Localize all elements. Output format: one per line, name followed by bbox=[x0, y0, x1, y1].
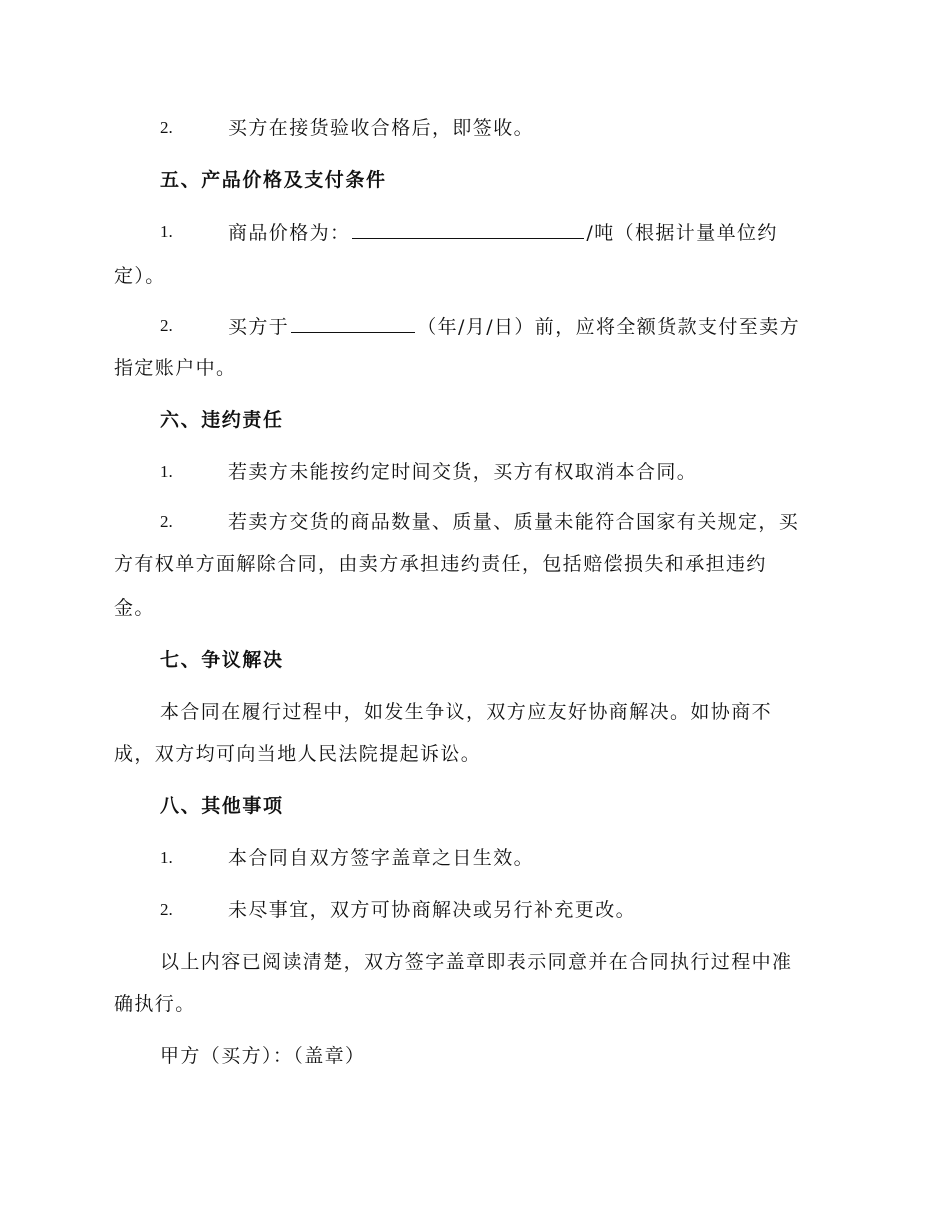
item-number: 1. bbox=[160, 462, 173, 481]
closing-text: 以上内容已阅读清楚，双方签字盖章即表示同意并在合同执行过程中准 bbox=[160, 951, 793, 973]
payment-rest-text: （年/月/日）前，应将全额货款支付至卖方 bbox=[417, 316, 801, 338]
item-text: 若卖方交货的商品数量、质量、质量未能符合国家有关规定，买 bbox=[228, 511, 800, 533]
price-blank bbox=[352, 220, 584, 239]
item-text: 买方在接货验收合格后，即签收。 bbox=[228, 117, 535, 139]
item-number: 2. bbox=[160, 512, 173, 531]
section-heading: 六、违约责任 bbox=[160, 409, 284, 431]
price-unit-text: /吨（根据计量单位约 bbox=[586, 222, 778, 244]
party-a-signature: 甲方（买方）：（盖章） bbox=[160, 1045, 366, 1067]
item-text-continuation: 方有权单方面解除合同，由卖方承担违约责任，包括赔偿损失和承担违约 bbox=[114, 553, 767, 575]
item-text: 若卖方未能按约定时间交货，买方有权取消本合同。 bbox=[228, 461, 698, 483]
payment-date-blank bbox=[291, 314, 415, 333]
item-number: 1. bbox=[160, 848, 173, 867]
section-heading: 五、产品价格及支付条件 bbox=[160, 169, 387, 191]
item-number: 2. bbox=[160, 316, 173, 335]
payment-clause bbox=[228, 314, 800, 339]
section-heading: 八、其他事项 bbox=[160, 795, 284, 817]
item-text-continuation: 指定账户中。 bbox=[114, 357, 237, 379]
item-number: 1. bbox=[160, 222, 173, 241]
item-text-continuation: 金。 bbox=[114, 597, 155, 619]
section-heading: 七、争议解决 bbox=[160, 649, 284, 671]
payment-label: 买方于 bbox=[228, 316, 290, 338]
price-clause bbox=[228, 220, 778, 245]
item-text-continuation: 定）。 bbox=[114, 265, 166, 287]
item-text: 本合同自双方签字盖章之日生效。 bbox=[228, 847, 535, 869]
closing-text-continuation: 确执行。 bbox=[114, 993, 196, 1015]
price-label: 商品价格为： bbox=[228, 222, 351, 244]
paragraph-text: 本合同在履行过程中，如发生争议，双方应友好协商解决。如协商不 bbox=[160, 701, 773, 723]
item-text: 未尽事宜，双方可协商解决或另行补充更改。 bbox=[228, 899, 637, 921]
item-number: 2. bbox=[160, 118, 173, 137]
paragraph-text-continuation: 成，双方均可向当地人民法院提起诉讼。 bbox=[114, 743, 482, 765]
item-number: 2. bbox=[160, 900, 173, 919]
